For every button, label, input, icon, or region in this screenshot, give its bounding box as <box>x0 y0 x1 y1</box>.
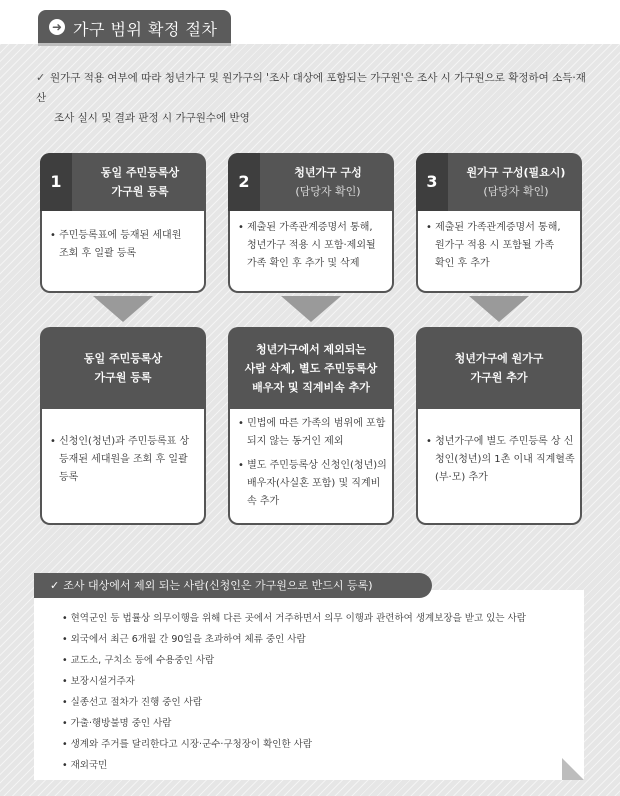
result-items <box>426 433 576 487</box>
circle-arrow-right-icon: ➜ <box>49 19 65 35</box>
result-title <box>422 349 576 387</box>
step-card-body <box>416 211 582 293</box>
step-body-line: 조회 후 일괄 등록 <box>59 248 137 259</box>
result-card-3 <box>416 327 582 525</box>
result-item: • 별도 주민등록상 신청인(청년)의 배우자(사실혼 포함) 및 직계비속 추가 <box>238 460 387 507</box>
step-body-text <box>426 219 576 273</box>
result-title-line: 사람 삭제, 별도 주민등록상 <box>244 362 378 375</box>
result-card-body <box>416 409 582 525</box>
intro-line-1: 원가구 적용 여부에 따라 청년가구 및 원가구의 '조사 대상에 포함되는 가구원'은 조사 시 가구원으로 확정하여 소득·재산 <box>36 72 586 104</box>
section-title-tab <box>38 10 231 46</box>
down-arrow-icon <box>93 296 153 322</box>
step-body-line: 원가구 적용 시 포함될 가족 <box>435 240 554 251</box>
result-item: • 신청인(청년)과 주민등록표 상 등재된 세대원을 조회 후 일괄 등록 <box>50 436 190 483</box>
exclusion-item: • 재외국민 <box>62 760 108 771</box>
result-title-line: 가구원 등록 <box>94 371 152 384</box>
result-card-body <box>228 409 394 525</box>
step-title-line-1: 원가구 구성(필요시) <box>466 166 566 179</box>
result-card-1 <box>40 327 206 525</box>
result-title-line: 배우자 및 직계비속 추가 <box>252 381 370 394</box>
result-card-header <box>228 327 394 409</box>
check-circle-icon: ✓ <box>50 579 60 592</box>
result-item: • 민법에 따른 가족의 범위에 포함되지 않는 동거인 제외 <box>238 418 386 447</box>
exclusion-item: • 현역군인 등 법률상 의무이행을 위해 다른 곳에서 거주하면서 의무 이행과 관련하여 생계보장을 받고 있는 사람 <box>62 613 526 624</box>
exclusion-item: • 가출·행방불명 중인 사람 <box>62 718 172 729</box>
step-card-body <box>40 211 206 293</box>
step-body-line: • 제출된 가족관계증명서 통해, <box>238 222 373 233</box>
step-title <box>76 163 204 201</box>
result-card-2 <box>228 327 394 525</box>
exclusion-item: • 실종선고 절차가 진행 중인 사람 <box>62 697 203 708</box>
check-circle-icon: ✓ <box>36 71 46 84</box>
step-card-2 <box>228 153 394 293</box>
exclusion-item: • 외국에서 최근 6개월 간 90일을 초과하여 체류 중인 사람 <box>62 634 306 645</box>
step-number: 2 <box>228 153 260 211</box>
step-body-line: 청년가구 적용 시 포함·제외될 <box>247 240 376 251</box>
result-card-header <box>40 327 206 409</box>
step-body-line: • 제출된 가족관계증명서 통해, <box>426 222 561 233</box>
result-card-header <box>416 327 582 409</box>
step-title <box>264 163 392 201</box>
result-title-line: 청년가구에서 제외되는 <box>255 343 367 356</box>
step-card-body <box>228 211 394 293</box>
step-title-line-1: 청년가구 구성 <box>294 166 362 179</box>
result-title-line: 가구원 추가 <box>470 371 528 384</box>
result-title-line: 청년가구에 원가구 <box>454 352 544 365</box>
step-title-line-2: 가구원 등록 <box>111 185 169 198</box>
down-arrow-icon <box>469 296 529 322</box>
step-body-line: • 주민등록표에 등재된 세대원 <box>50 230 182 241</box>
intro-text <box>36 68 596 128</box>
step-body-text <box>50 227 200 263</box>
result-items <box>50 433 200 487</box>
exclusions-list <box>62 608 572 776</box>
step-title-line-1: 동일 주민등록상 <box>100 166 180 179</box>
exclusions-title-tab <box>34 573 432 598</box>
result-card-body <box>40 409 206 525</box>
down-arrow-icon <box>281 296 341 322</box>
result-title <box>234 340 388 397</box>
step-title-line-2: (담당자 확인) <box>295 185 361 198</box>
step-body-text <box>238 219 388 273</box>
intro-line-2: 조사 실시 및 결과 판정 시 가구원수에 반영 <box>54 112 250 124</box>
step-title-line-2: (담당자 확인) <box>483 185 549 198</box>
step-body-line: 확인 후 추가 <box>435 258 490 269</box>
section-title: 가구 범위 확정 절차 <box>73 20 218 39</box>
exclusion-item: • 교도소, 구치소 등에 수용중인 사람 <box>62 655 215 666</box>
exclusion-item: • 보장시설거주자 <box>62 676 135 687</box>
exclusions-title: 조사 대상에서 제외 되는 사람(신청인은 가구원으로 반드시 등록) <box>63 579 373 592</box>
step-card-3 <box>416 153 582 293</box>
step-card-1 <box>40 153 206 293</box>
result-item: • 청년가구에 별도 주민등록 상 신청인(청년)의 1촌 이내 직계혈족(부·모) 추가 <box>426 436 575 483</box>
step-body-line: 가족 확인 후 추가 및 삭제 <box>247 258 360 269</box>
step-number: 1 <box>40 153 72 211</box>
exclusion-item: • 생계와 주거를 달리한다고 시장·군수·구청장이 확인한 사람 <box>62 739 313 750</box>
result-items <box>238 415 388 511</box>
step-number: 3 <box>416 153 448 211</box>
result-title <box>46 349 200 387</box>
step-title <box>452 163 580 201</box>
result-title-line: 동일 주민등록상 <box>83 352 163 365</box>
